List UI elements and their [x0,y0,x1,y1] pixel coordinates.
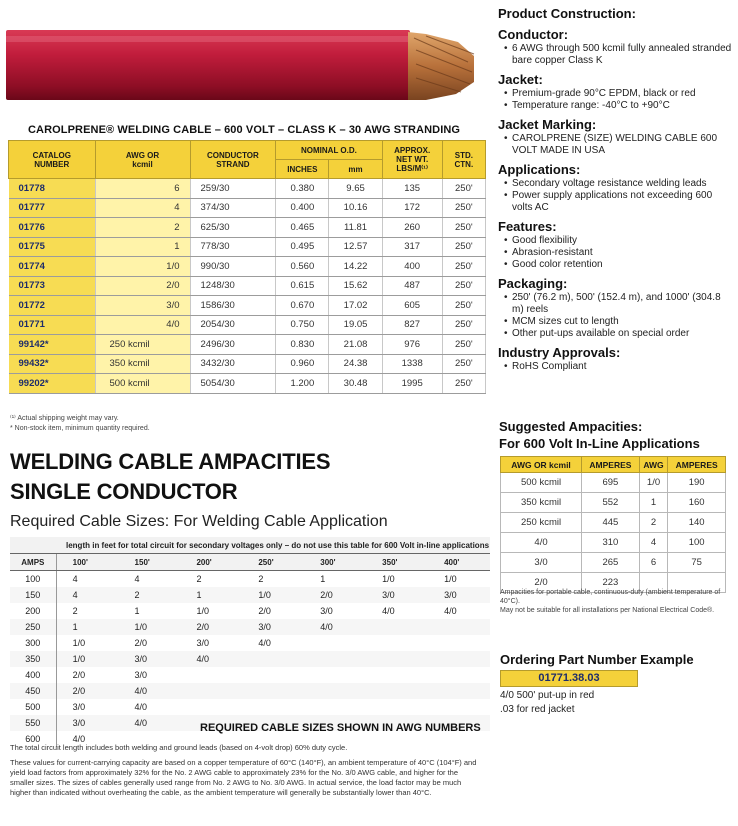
sug-col-amperes: AMPERES [582,457,640,473]
od-inches: 0.400 [276,198,329,218]
cable-size: 1 [180,587,242,603]
cable-size: 1 [56,619,118,635]
list-item: • MCM sizes cut to length [498,316,734,328]
cable-size: 4/0 [304,619,366,635]
table-row [9,276,486,296]
table-row [501,513,726,533]
cable-size [242,667,304,683]
cable-size [366,667,428,683]
conductor-strand: 374/30 [190,198,276,218]
cable-size: 2/0 [180,619,242,635]
catalog-number: 01771 [9,315,96,335]
std-carton: 250' [442,354,485,374]
table-row [9,257,486,277]
circuit-length-note: The total circuit length includes both welding and ground leads (based on 4-volt drop) 60% duty cycle. [10,743,348,752]
cable-size: 3/0 [320,606,333,616]
awg-size: 1 [95,237,190,257]
awg-size: 2 [95,218,190,238]
suggested-cell: 2/0 [501,573,582,593]
length-header: 200' [180,554,242,571]
net-weight: 317 [382,237,442,257]
std-carton: 250' [442,237,485,257]
od-mm: 21.08 [329,335,382,355]
conductor-strand: 5054/30 [190,374,276,394]
construction-list [498,43,734,67]
list-item: • 6 AWG through 500 kcmil fully annealed stranded bare copper Class K [498,43,734,67]
cable-size [180,699,242,715]
single-conductor-heading: SINGLE CONDUCTOR [10,479,238,504]
od-inches: 0.960 [276,354,329,374]
length-header: 400' [428,554,490,571]
cable-size [242,651,304,667]
cable-size: 4/0 [258,638,271,648]
cable-size: 2 [196,574,202,584]
table-row [9,354,486,374]
awg-size: 2/0 [95,276,190,296]
table-row [10,635,490,651]
cable-size [428,619,490,635]
part-number-example: 01771.38.03 [500,670,638,687]
suggested-cell: 695 [582,473,640,493]
construction-heading: Packaging: [498,276,568,291]
amps-value: 600 [10,731,56,747]
list-item: • CAROLPRENE (SIZE) WELDING CABLE 600 VOLT MADE IN USA [498,133,734,157]
table-row [9,374,486,394]
table-row [9,237,486,257]
table-row [9,335,486,355]
net-weight: 605 [382,296,442,316]
catalog-number: 99142* [9,335,96,355]
conductor-strand: 990/30 [190,257,276,277]
suggested-cell: 310 [582,533,640,553]
suggested-cell: 265 [582,553,640,573]
suggested-cell: 140 [668,513,726,533]
suggested-title-line2: For 600 Volt In-Line Applications [499,436,700,451]
table-row [9,179,486,199]
cable-size [428,699,490,715]
od-mm: 9.65 [329,179,382,199]
od-mm: 24.38 [329,354,382,374]
suggested-cell: 1 [639,493,668,513]
cable-size: 2/0 [258,606,271,616]
col-strand: CONDUCTOR STRAND [190,141,276,179]
catalog-number: 99432* [9,354,96,374]
cable-size: 4/0 [382,606,395,616]
amps-value: 250 [10,619,56,635]
length-header: 350' [366,554,428,571]
construction-list [498,361,734,373]
od-mm: 11.81 [329,218,382,238]
suggested-cell: 100 [668,533,726,553]
suggested-ampacities-table [500,456,726,593]
cable-size: 4/0 [444,606,457,616]
awg-size: 1/0 [95,257,190,277]
cable-size: 2/0 [56,683,118,699]
amps-value: 200 [10,603,56,619]
suggested-cell: 350 kcmil [501,493,582,513]
std-carton: 250' [442,335,485,355]
cable-size: 1/0 [56,651,118,667]
cable-size [304,683,366,699]
col-inches: INCHES [276,160,329,179]
cable-size [242,683,304,699]
construction-heading: Applications: [498,162,581,177]
conductor-strand: 259/30 [190,179,276,199]
cable-size [304,667,366,683]
cable-size: 1 [134,606,140,616]
conductor-strand: 2496/30 [190,335,276,355]
awg-size: 3/0 [95,296,190,316]
net-weight: 1995 [382,374,442,394]
col-nominal: NOMINAL O.D. [276,141,382,160]
net-weight: 976 [382,335,442,355]
suggested-title-line1: Suggested Ampacities: [499,419,643,434]
cable-size: 3/0 [134,670,148,680]
conductor-strand: 1586/30 [190,296,276,316]
footnote-nonstock: * Non-stock item, minimum quantity required. [10,425,150,432]
amps-value: 100 [10,571,56,588]
od-inches: 0.465 [276,218,329,238]
awg-size: 6 [95,179,190,199]
footnote-weight: ⁽¹⁾ Actual shipping weight may vary. [10,415,119,422]
product-construction [498,6,734,373]
list-item: • Power supply applications not exceeding 600 volts AC [498,190,734,214]
std-carton: 250' [442,374,485,394]
welding-cable-table [8,140,486,394]
list-item: • Temperature range: -40°C to +90°C [498,100,734,112]
sug-col-awg2: AWG [639,457,668,473]
awg-size: 250 kcmil [95,335,190,355]
table-row [10,667,490,683]
catalog-number: 01772 [9,296,96,316]
cable-size [304,699,366,715]
catalog-number: 99202* [9,374,96,394]
cable-size: 4/0 [134,702,148,712]
conductor-strand: 2054/30 [190,315,276,335]
col-ctn: STD. CTN. [442,141,485,179]
conductor-strand: 778/30 [190,237,276,257]
cable-size [428,635,490,651]
col-awg: AWG OR kcmil [95,141,190,179]
ordering-line-1: 4/0 500' put-up in red [500,690,595,701]
table-row [10,571,490,588]
cable-size: 2/0 [134,638,148,648]
cable-size: 2/0 [72,670,86,680]
cable-size: 3/0 [72,702,86,712]
table-row [9,218,486,238]
std-carton: 250' [442,257,485,277]
ampacity-table [10,537,490,747]
std-carton: 250' [442,315,485,335]
cable-size: 3/0 [242,619,304,635]
ampacities-heading: WELDING CABLE AMPACITIES [10,449,331,474]
table-row [10,603,490,619]
suggested-cell: 160 [668,493,726,513]
amps-value: 450 [10,683,56,699]
suggested-note [500,588,730,615]
suggested-cell: 250 kcmil [501,513,582,533]
suggested-cell: 445 [582,513,640,533]
cable-size: 1/0 [119,619,181,635]
cable-size [366,619,428,635]
od-inches: 0.830 [276,335,329,355]
suggested-cell: 75 [668,553,726,573]
construction-heading: Jacket: [498,72,543,87]
suggested-cell: 6 [639,553,668,573]
length-header: 150' [119,554,181,571]
table-row [9,198,486,218]
table-row [501,553,726,573]
construction-list [498,235,734,271]
construction-heading: Jacket Marking: [498,117,597,132]
amps-header: AMPS [10,554,56,571]
list-item: • Good color retention [498,259,734,271]
net-weight: 135 [382,179,442,199]
std-carton: 250' [442,218,485,238]
list-item: • Abrasion-resistant [498,247,734,259]
amps-value: 350 [10,651,56,667]
required-sizes-note: REQUIRED CABLE SIZES SHOWN IN AWG NUMBERS [200,722,481,734]
cable-size: 1 [320,574,326,584]
cable-size [366,635,428,651]
list-item: • Premium-grade 90°C EPDM, black or red [498,88,734,100]
std-carton: 250' [442,276,485,296]
cable-size: 4/0 [180,651,242,667]
construction-list [498,178,734,214]
list-item: • 250' (76.2 m), 500' (152.4 m), and 1000' (304.8 m) reels [498,292,734,316]
catalog-number: 01773 [9,276,96,296]
amps-value: 500 [10,699,56,715]
cable-size: 3/0 [366,587,428,603]
cable-size [428,651,490,667]
cable-size: 3/0 [428,587,490,603]
cable-size: 4 [72,574,78,584]
suggested-cell: 3/0 [501,553,582,573]
cable-size: 4/0 [72,734,86,744]
cable-size [366,651,428,667]
suggested-cell: 500 kcmil [501,473,582,493]
suggested-note-1: Ampacities for portable cable, continuous-duty (ambient temperature of 40°C). [500,589,721,605]
od-mm: 14.22 [329,257,382,277]
cable-size [428,667,490,683]
cable-size: 2/0 [304,587,366,603]
suggested-ampacities-title [499,418,700,452]
table-row [501,473,726,493]
length-header: 250' [242,554,304,571]
od-inches: 0.670 [276,296,329,316]
catalog-number: 01775 [9,237,96,257]
amps-value: 400 [10,667,56,683]
cable-size [180,667,242,683]
std-carton: 250' [442,179,485,199]
construction-heading: Conductor: [498,27,569,42]
sug-col-awg: AWG OR kcmil [501,457,582,473]
construction-list [498,292,734,340]
col-mm: mm [329,160,382,179]
main-table-title: CAROLPRENE® WELDING CABLE – 600 VOLT – CLASS K – 30 AWG STRANDING [28,124,461,136]
od-inches: 0.495 [276,237,329,257]
suggested-cell: 4/0 [501,533,582,553]
cable-size [366,683,428,699]
table-row [10,651,490,667]
amps-value: 550 [10,715,56,731]
net-weight: 260 [382,218,442,238]
ordering-title: Ordering Part Number Example [500,652,694,667]
cable-size: 3/0 [119,651,181,667]
net-weight: 172 [382,198,442,218]
suggested-cell: 2 [639,513,668,533]
cable-size [428,683,490,699]
od-mm: 15.62 [329,276,382,296]
table-row [9,296,486,316]
construction-heading: Features: [498,219,557,234]
col-catalog: CATALOG NUMBER [9,141,96,179]
od-mm: 30.48 [329,374,382,394]
cable-size: 4 [134,574,140,584]
table-row [10,683,490,699]
catalog-number: 01777 [9,198,96,218]
welding-cable-image [6,26,476,106]
construction-title: Product Construction: [498,6,636,21]
awg-size: 4 [95,198,190,218]
std-carton: 250' [442,198,485,218]
cable-size [304,635,366,651]
cable-size [366,699,428,715]
table-row [9,315,486,335]
catalog-number: 01776 [9,218,96,238]
cable-size: 1/0 [242,587,304,603]
table-row [10,587,490,603]
suggested-cell: 552 [582,493,640,513]
conductor-strand: 1248/30 [190,276,276,296]
cable-size: 4/0 [119,683,181,699]
suggested-cell: 190 [668,473,726,493]
cable-size: 3/0 [56,715,118,731]
od-mm: 19.05 [329,315,382,335]
sug-col-amperes2: AMPERES [668,457,726,473]
col-weight: APPROX. NET WT. LBS/M⁽¹⁾ [382,141,442,179]
conductor-strand: 3432/30 [190,354,276,374]
construction-list [498,133,734,157]
od-inches: 1.200 [276,374,329,394]
cable-size [304,651,366,667]
list-item: • Secondary voltage resistance welding leads [498,178,734,190]
awg-size: 500 kcmil [95,374,190,394]
od-inches: 0.615 [276,276,329,296]
length-note: length in feet for total circuit for secondary voltages only – do not use this table for 600 Volt in-line applications [10,537,490,554]
od-inches: 0.750 [276,315,329,335]
amps-value: 300 [10,635,56,651]
cable-size: 3/0 [196,638,209,648]
length-header: 300' [304,554,366,571]
list-item: • RoHS Compliant [498,361,734,373]
list-item: • Other put-ups available on special order [498,328,734,340]
construction-heading: Industry Approvals: [498,345,621,360]
awg-size: 4/0 [95,315,190,335]
net-weight: 487 [382,276,442,296]
cable-size: 1/0 [196,606,209,616]
cable-size: 4/0 [119,715,181,731]
cable-size: 1/0 [382,574,395,584]
net-weight: 1338 [382,354,442,374]
construction-list [498,88,734,112]
std-carton: 250' [442,296,485,316]
suggested-note-2: May not be suitable for all installations per National Electrical Code®. [500,607,715,614]
suggested-cell: 223 [582,573,640,593]
cable-size: 2 [72,606,78,616]
table-row [10,699,490,715]
od-mm: 17.02 [329,296,382,316]
od-mm: 10.16 [329,198,382,218]
suggested-cell: 4 [639,533,668,553]
cable-size [242,699,304,715]
length-header: 100' [56,554,118,571]
od-inches: 0.560 [276,257,329,277]
table-row [10,619,490,635]
cable-size: 2 [119,587,181,603]
capacity-explanation: These values for current-carrying capacity are based on a copper temperature of 60°C (140°F), an ambient temperature of 40°C (104°F) and yield load factors from approximately 32% for the No. 2 AWG cable to approximately 23% for the No. 3/0 AWG cable, and higher for the smaller sizes. The sizes of cables generally used range from No. 2 AWG to No. 3/0 AWG. In actual service, the load factor may be much higher than indicated without overheating the cable, as the ambient temperature will generally be substantially lower than 40°C. [10,758,477,797]
required-sizes-subheading: Required Cable Sizes: For Welding Cable Application [10,513,388,530]
cable-size: 2 [258,574,264,584]
cable-size [180,683,242,699]
catalog-number: 01774 [9,257,96,277]
cable-size: 1/0 [444,574,457,584]
catalog-number: 01778 [9,179,96,199]
cable-size: 4 [56,587,118,603]
od-inches: 0.380 [276,179,329,199]
net-weight: 400 [382,257,442,277]
table-row [501,533,726,553]
suggested-cell: 1/0 [639,473,668,493]
list-item: • Good flexibility [498,235,734,247]
net-weight: 827 [382,315,442,335]
amps-value: 150 [10,587,56,603]
table-row [501,493,726,513]
ordering-line-2: .03 for red jacket [500,704,575,715]
cable-size: 1/0 [72,638,86,648]
awg-size: 350 kcmil [95,354,190,374]
od-mm: 12.57 [329,237,382,257]
conductor-strand: 625/30 [190,218,276,238]
